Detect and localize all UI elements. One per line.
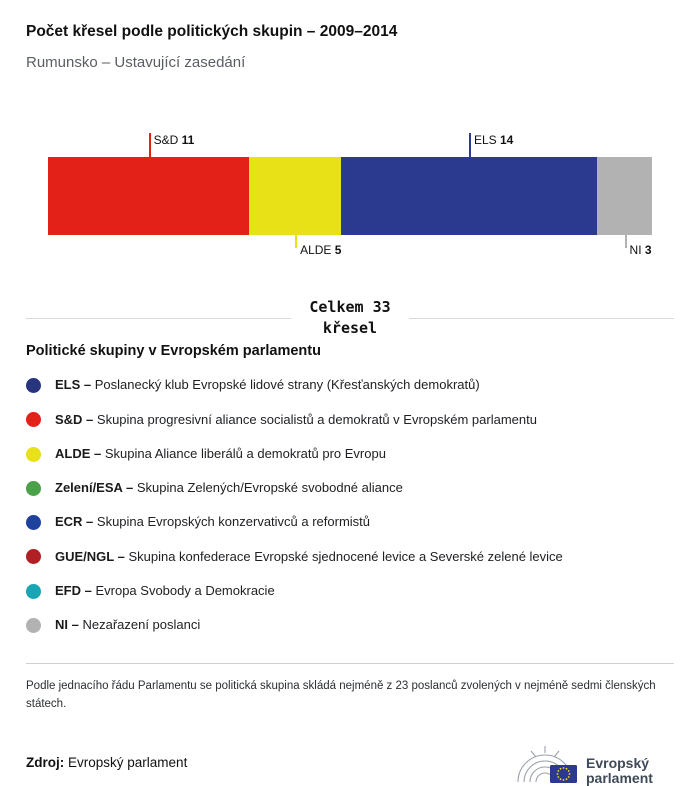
- legend-abbr: ECR –: [55, 514, 97, 530]
- els-color-dot-icon: [26, 378, 41, 393]
- legend-item-efd: [26, 583, 674, 599]
- legend-abbr: EFD –: [55, 582, 96, 598]
- legend-desc: Skupina konfederace Evropské sjednocené levice a Severské zelené levice: [128, 548, 563, 564]
- legend-abbr: S&D –: [55, 411, 97, 427]
- legend-abbr: ELS –: [55, 377, 95, 393]
- legend: [26, 343, 674, 633]
- legend-item-alde: [26, 446, 674, 462]
- seat-bar: [48, 157, 652, 235]
- ni-color-dot-icon: [26, 618, 41, 633]
- footer-divider: [26, 663, 674, 664]
- bar-label-els: ELS 14: [473, 133, 514, 148]
- bar-label-alde: ALDE 5: [300, 243, 342, 258]
- legend-item-s-d: [26, 412, 674, 428]
- bar-tick-ni: [625, 235, 627, 248]
- legend-item-gue-ngl: [26, 549, 674, 565]
- source-label: Zdroj:: [26, 754, 65, 770]
- bar-segment-sd[interactable]: [48, 157, 249, 235]
- legend-desc: Evropa Svobody a Demokracie: [95, 582, 275, 598]
- bar-segment-alde[interactable]: [249, 157, 341, 235]
- legend-abbr: Zelení/ESA –: [55, 480, 137, 496]
- legend-item-ecr: [26, 514, 674, 530]
- gue-ngl-color-dot-icon: [26, 549, 41, 564]
- zelen-esa-color-dot-icon: [26, 481, 41, 496]
- bar-tick-alde: [295, 235, 297, 248]
- legend-desc: Skupina progresivní aliance socialistů a demokratů v Evropském parlamentu: [96, 411, 537, 427]
- legend-desc: Nezařazení poslanci: [82, 617, 201, 633]
- rules-note: Podle jednacího řádu Parlamentu se politická skupina skládá nejméně z 23 poslanců zvolených v nejméně sedmi členských státech.: [26, 680, 656, 711]
- seat-chart: [26, 133, 674, 258]
- bar-label-ni: NI 3: [629, 243, 652, 258]
- total-seats-line2: křesel: [322, 319, 378, 338]
- legend-desc: Skupina Aliance liberálů a demokratů pro Evropu: [104, 445, 386, 461]
- page-title: Počet křesel podle politických skupin – 2009–2014: [26, 23, 398, 40]
- total-seats-label: [309, 297, 390, 339]
- seat-bar-area: [48, 133, 652, 258]
- page-subtitle: Rumunsko – Ustavující zasedání: [26, 54, 246, 72]
- efd-color-dot-icon: [26, 584, 41, 599]
- legend-abbr: GUE/NGL –: [55, 548, 129, 564]
- european-parliament-logo-icon: [514, 738, 674, 786]
- alde-color-dot-icon: [26, 447, 41, 462]
- legend-desc: Poslanecký klub Evropské lidové strany (Křesťanských demokratů): [94, 377, 480, 393]
- footer: [26, 738, 674, 786]
- legend-abbr: NI –: [55, 617, 83, 633]
- ecr-color-dot-icon: [26, 515, 41, 530]
- s-d-color-dot-icon: [26, 412, 41, 427]
- legend-item-ni: [26, 617, 674, 633]
- legend-abbr: ALDE –: [55, 445, 105, 461]
- legend-item-els: [26, 377, 674, 393]
- bar-segment-els[interactable]: [341, 157, 597, 235]
- source-line: [26, 755, 187, 770]
- logo-text-line2: parlament: [586, 770, 653, 786]
- bar-tick-els: [469, 133, 471, 157]
- logo-text-line1: Evropský: [586, 755, 650, 771]
- legend-list: [26, 377, 674, 633]
- legend-title: Politické skupiny v Evropském parlamentu: [26, 343, 321, 360]
- total-left-rule: [26, 318, 291, 319]
- source-value: Evropský parlament: [68, 754, 188, 770]
- total-seats: [26, 297, 674, 339]
- bar-tick-sd: [149, 133, 151, 157]
- bar-segment-ni[interactable]: [597, 157, 652, 235]
- bar-label-sd: S&D 11: [153, 133, 195, 148]
- legend-desc: Skupina Evropských konzervativců a reformistů: [96, 514, 371, 530]
- total-right-rule: [409, 318, 674, 319]
- legend-desc: Skupina Zelených/Evropské svobodné aliance: [136, 480, 403, 496]
- total-seats-line1: Celkem 33: [309, 298, 391, 317]
- legend-item-zelen-esa: [26, 480, 674, 496]
